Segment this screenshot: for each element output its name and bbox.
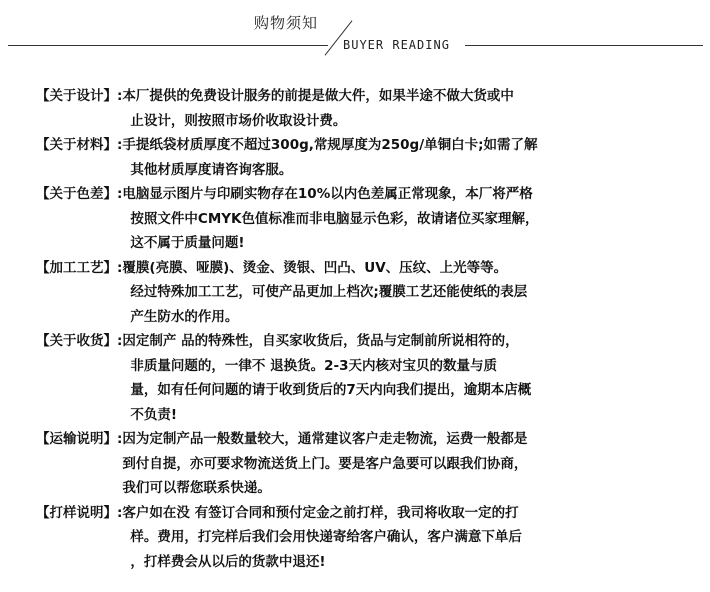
section-line: 按照文件中CMYK色值标准而非电脑显示色彩，故请诸位买家理解， (130, 210, 539, 227)
section-line: 本厂提供的免费设计服务的前提是做大件，如果半途不做大货或中 (122, 88, 514, 104)
notice-content (36, 84, 676, 574)
section-receiving: 【关于收货】 : 因定制产 品的特殊性，自买家收货后，货品与定制前所说相符的， 非质量问题的，一律不 退换货。2-3天内核对宝贝的数量与质 量，如有任何问题的请于收到货后的7天内向我们提出，逾期本店概 不负责! (36, 329, 676, 427)
section-line: 因为定制产品一般数量较大，通常建议客户走走物流，运费一般都是 (122, 431, 528, 447)
section-line: 量，如有任何问题的请于收到货后的7天内向我们提出，逾期本店概 (130, 382, 532, 398)
section-label: 【运输说明】 (36, 431, 117, 447)
section-body (122, 329, 676, 427)
section-line: ，打样费会从以后的货款中退还! (130, 553, 326, 570)
section-body (122, 427, 676, 501)
section-line: 我们可以帮您联系快递。 (122, 480, 271, 496)
section-line: 因定制产 品的特殊性，自买家收货后，货品与定制前所说相符的， (122, 333, 519, 349)
section-line: 覆膜(亮膜、哑膜)、烫金、烫银、凹凸、UV、压纹、上光等等。 (122, 259, 508, 276)
section-line: 手提纸袋材质厚度不超过300g,常规厚度为250g/单铜白卡;如需了解 (122, 137, 538, 153)
section-label: 【关于收货】 (36, 333, 117, 349)
section-body (122, 501, 676, 575)
section-shipping: 【运输说明】 : 因为定制产品一般数量较大，通常建议客户走走物流，运费一般都是 到付自提，亦可要求物流送货上门。要是客户急要可以跟我们协商， 我们可以帮您联系快递。 (36, 427, 676, 501)
section-line: 电脑显示图片与印刷实物存在10%以内色差属正常现象，本厂将严格 (122, 186, 533, 202)
header-rule-left (8, 45, 328, 46)
section-material: 【关于材料】 : 手提纸袋材质厚度不超过300g,常规厚度为250g/单铜白卡;如需了解 其他材质厚度请咨询客服。 (36, 133, 676, 182)
section-label: 【打样说明】 (36, 504, 117, 521)
section-body (122, 256, 676, 330)
section-label: 【加工工艺】 (36, 259, 117, 276)
section-line: 非质量问题的，一律不 退换货。2-3天内核对宝贝的数量与质 (130, 357, 497, 374)
section-line: 经过特殊加工工艺，可使产品更加上档次;覆膜工艺还能使纸的表层 (130, 284, 528, 300)
section-color-difference: 【关于色差】 : 电脑显示图片与印刷实物存在10%以内色差属正常现象，本厂将严格 按照文件中CMYK色值标准而非电脑显示色彩，故请诸位买家理解， 这不属于质量问题! (36, 182, 676, 256)
section-line: 不负责! (130, 406, 178, 423)
section-body (122, 133, 676, 182)
page-title: 购物须知 (254, 14, 319, 32)
section-line: 止设计，则按照市场价收取设计费。 (130, 112, 347, 129)
section-sampling: 【打样说明】 : 客户如在没 有签订合同和预付定金之前打样，我司将收取一定的打 样。费用，打完样后我们会用快递寄给客户确认，客户满意下单后 ，打样费会从以后的货款中退还! (36, 501, 676, 575)
section-label: 【关于色差】 (36, 186, 117, 202)
page-subtitle: BUYER READING (343, 38, 450, 52)
section-body (122, 182, 676, 256)
section-line: 其他材质厚度请咨询客服。 (130, 161, 293, 178)
section-label: 【关于设计】 (36, 88, 117, 104)
section-line: 这不属于质量问题! (130, 235, 245, 251)
section-design: 【关于设计】 : 本厂提供的免费设计服务的前提是做大件，如果半途不做大货或中 止设计，则按照市场价收取设计费。 (36, 84, 676, 133)
section-processing: 【加工工艺】 : 覆膜(亮膜、哑膜)、烫金、烫银、凹凸、UV、压纹、上光等等。 经过特殊加工工艺，可使产品更加上档次;覆膜工艺还能使纸的表层 产生防水的作用。 (36, 256, 676, 330)
header-rule-right (465, 45, 703, 46)
section-line: 样。费用，打完样后我们会用快递寄给客户确认，客户满意下单后 (130, 529, 522, 545)
section-body (122, 84, 676, 133)
section-line: 产生防水的作用。 (130, 308, 239, 325)
page-header (0, 0, 710, 70)
section-line: 客户如在没 有签订合同和预付定金之前打样，我司将收取一定的打 (122, 504, 519, 521)
section-line: 到付自提，亦可要求物流送货上门。要是客户急要可以跟我们协商， (122, 455, 528, 472)
section-label: 【关于材料】 (36, 137, 117, 153)
